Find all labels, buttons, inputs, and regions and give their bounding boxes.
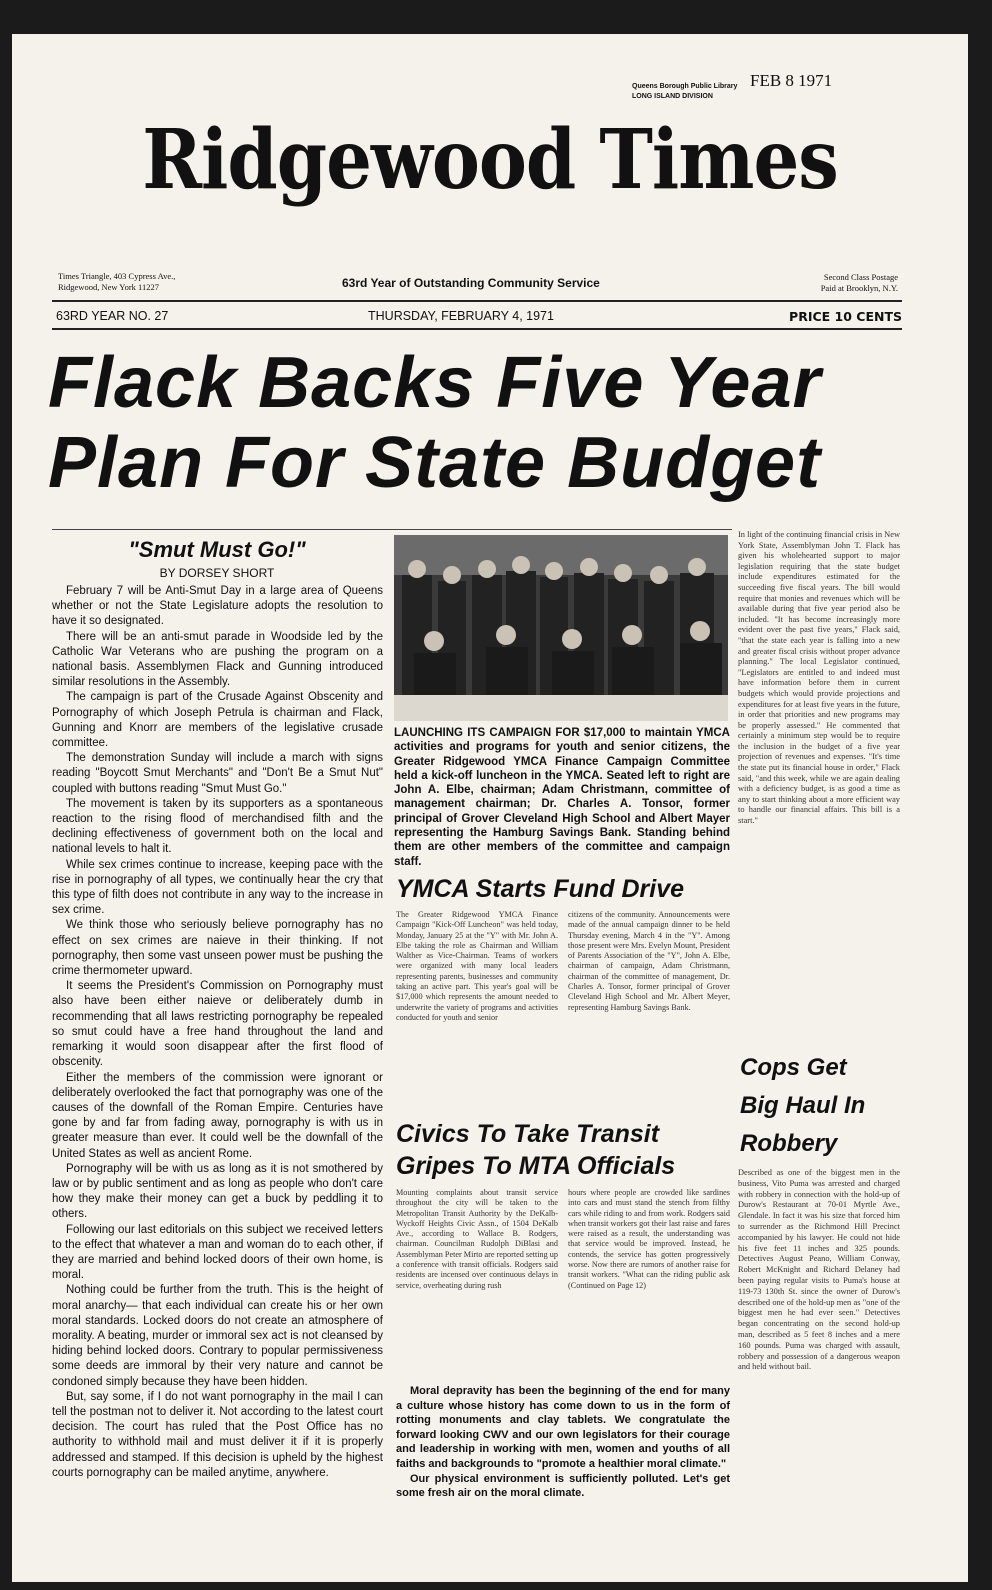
smut-paragraph: Either the members of the commission were ignorant or deliberately overlooked the fact that pornography was one of the causes of the downfall of the Roman Empire. Centuries have gone by and far from fading away, pornography is with us in greater measure than ever. It could well be the downfall of the United States as well as ancient Rome. xyxy=(52,1071,383,1160)
story-rule xyxy=(52,529,732,530)
civics-body-col2: hours where people are crowded like sardines into cars and must stand the stench from filthy cars while riding to and from work. Rodgers said when transit workers got their last raise and fares were raised as a result, the understanding was that service would be improved. Instead, he contends, the service has gotten progressively worse. Now there are rumors of another raise for transit workers. "What can the riding public ask (Continued on Page 12) xyxy=(568,1188,730,1290)
moral-editorial: Moral depravity has been the beginning of the end for many a culture whose history has come down to us in the form of rotting monuments and clay tablets. We congratulate the forward looking CWV and our own legislators for their courage and leadership in working with men, women and youths of all faiths and backgrounds to "promote a healthier moral climate." Our physical environment is sufficiently polluted. Let's get some fresh air on the moral climate. xyxy=(396,1385,730,1500)
smut-paragraph: It seems the President's Commission on Pornography must also have been either naieve or deliberately dumb in recommending that all laws restricting pornography be repealed so smut could have a free hand throughout the land and remarking it would soon disappear after the first flood of obscenity. xyxy=(52,980,383,1069)
ymca-title: YMCA Starts Fund Drive xyxy=(396,875,685,903)
smut-paragraph: The movement is taken by its supporters as a spontaneous reaction to the rising flood of merchandised filth and the declining effectiveness of government both on the local and national levels to halt it. xyxy=(52,797,383,856)
rule-bottom xyxy=(52,328,902,330)
tagline: 63rd Year of Outstanding Community Service xyxy=(342,276,600,290)
smut-article-body xyxy=(52,584,383,1481)
civics-body-col1: Mounting complaints about transit service throughout the city will be taken to the Metropolitan Transit Authority by the DeKalb-Wyckoff Heights Civic Assn., of 1504 DeKalb Ave., according to Wallace B. Rodgers, chairman. Councilman Rudolph DiBlasi and Assemblyman Peter Mirto are reported setting up a conference with transit officials. Rodgers said residents are incensed over continuous delays in service, overheating during rush xyxy=(396,1188,558,1290)
publisher-address: Times Triangle, 403 Cypress Ave., Ridgewood, New York 11227 xyxy=(58,271,176,292)
ymca-body-col1: The Greater Ridgewood YMCA Finance Campaign "Kick-Off Luncheon" was held today, Monday, January 25 at the "Y" with Mr. John A. Elbe taking the role as Chairman and William Walther as Vice-Chairman. Teams of workers were organized with many local leaders representing parents, businesses and community taking an active part. This year's goal will be $17,000 which represents the amount needed to underwrite the variety of programs and activities conducted for youth and senior xyxy=(396,910,558,1022)
newspaper-page xyxy=(12,34,968,1582)
ymca-committee-photo xyxy=(394,535,728,721)
smut-paragraph: February 7 will be Anti-Smut Day in a large area of Queens whether or not the State Legislature adopts the resolution to have it so designated. xyxy=(52,585,383,628)
budget-article-body: In light of the continuing financial crisis in New York State, Assemblyman John T. Flack has given his wholehearted support to major legislation requiring that the state budget include expenditures estimated for the succeeding five fiscal years. The bill would require that monies and revenues which will be available during that five year period also be included. "It has become increasingly more evident over the past five years," Flack said, "that the state each year is falling into a new and greater fiscal crisis without proper advance planning." The local Legislator continued, "Legislators are entitled to and indeed must have information before them in current budgets which would provide projections and expenditures for at least five years in the future, in order that priorities and new programs may be properly assessed." He commented that certainly a minimum step would be to require the inclusion in the budget of a five year projection of revenues and expenses. "It's time the state put its financial house in order," Flack said, "and this week, while we are again dealing with a deficiency budget, is as good a time as any to start thinking about a more efficient way to handle our financial affairs. This bill is a start." xyxy=(738,530,900,826)
smut-paragraph: Pornography will be with us as long as it is not smothered by law or by public sentiment and as long as people who don't care how they make their money can get a buck by peddling it to others. xyxy=(52,1162,383,1221)
smut-paragraph: The demonstration Sunday will include a march with signs reading "Boycott Smut Merchants" and "Don't Be a Smut Nut" coupled with buttons reading "Smut Must Go." xyxy=(52,752,383,795)
smut-paragraph: But, say some, if I do not want pornography in the mail I can tell the postman not to deliver it. Not according to the latest court decision. The court has ruled that the Post Office has no authority to withhold mail and must deliver it if it is properly addressed and stamped. If this decision is upheld by the highest courts pornography can be mailed anytime, anywhere. xyxy=(52,1390,383,1479)
smut-paragraph: While sex crimes continue to increase, keeping pace with the rise in pornography of all types, we continually hear the cry that this type of filth does not contribute in any way to the increase in sex crime. xyxy=(52,858,383,917)
issue-date: THURSDAY, FEBRUARY 4, 1971 xyxy=(368,309,554,323)
group-photo-illustration xyxy=(394,535,728,721)
civics-title: Civics To Take Transit Gripes To MTA Officials xyxy=(396,1120,676,1180)
smut-paragraph: Nothing could be further from the truth. This is the height of moral anarchy— that each individual can create his or her own moral standards. Locked doors do not create an atmosphere of morality. A beating, murder or immoral sex act is not cleansed by hiding behind locked doors. Contrary to popular permissiveness some deeds are immoral by their very nature and cannot be condoned simply because they have been hidden. xyxy=(52,1284,383,1388)
smut-paragraph: Following our last editorials on this subject we received letters to the effect that whatever a man and woman do to each other, if they are married and behind locked doors of their own home, is moral. xyxy=(52,1223,383,1282)
smut-title: "Smut Must Go!" xyxy=(128,537,306,562)
smut-paragraph: We think those who seriously believe pornography has no effect on sex crimes are naieve in their thinking. If not pornography, then some vast unseen power must be pushing the crime thermometer upward. xyxy=(52,919,383,978)
smut-paragraph: The campaign is part of the Crusade Against Obscenity and Pornography of which Joseph Petrula is chairman and Flack, Gunning and Knorr are members of the legislative crusade committee. xyxy=(52,691,383,750)
ymca-body-col2: citizens of the community. Announcements were made of the annual campaign dinner to be held Thursday evening, March 4 in the "Y". Among those present were Mrs. Evelyn Mount, President of Parents Association of the "Y", John A. Elbe, chairman of campaign, Adam Christmann, chairman of the committee of management, Dr. Charles A. Tonsor, former principal of Grover Cleveland High School and Mr. Albert Meyer, representing Hamburg Savings Bank. xyxy=(568,910,730,1012)
price: PRICE 10 CENTS xyxy=(789,309,902,324)
masthead-title: Ridgewood Times xyxy=(142,109,838,208)
rule-top xyxy=(52,300,902,302)
cops-title: Cops Get Big Haul In Robbery xyxy=(740,1054,866,1157)
postage-notice: Second Class Postage Paid at Brooklyn, N.Y. xyxy=(820,272,898,293)
library-stamp: Queens Borough Public Library LONG ISLAND DIVISION FEB 8 1971 xyxy=(632,71,833,100)
stamp-date: FEB 8 1971 xyxy=(750,71,833,90)
volume-number: 63RD YEAR NO. 27 xyxy=(56,309,169,323)
smut-byline: BY DORSEY SHORT xyxy=(159,566,275,580)
photo-caption: LAUNCHING ITS CAMPAIGN FOR $17,000 to maintain YMCA activities and programs for youth and senior citizens, the Greater Ridgewood YMCA Finance Campaign Committee held a kick-off luncheon in the YMCA. Seated left to right are John A. Elbe, chairman; Adam Christmann, committee of management chairman; Dr. Charles A. Tonsor, former principal of Grover Cleveland High School and Albert Mayer representing the Hamburg Savings Bank. Standing behind them are other members of the committee and campaign staff. xyxy=(394,727,730,868)
cops-article-body: Described as one of the biggest men in the business, Vito Puma was arrested and charged with robbery in connection with the hold-up of Durow's Restaurant at 70-01 Myrtle Ave., Glendale. In fact it was his size that forced him to surrender as the Richmond Hill Precinct accompanied by his lawyer. He could not hide his five feet 11 inches and 325 pounds. Detectives August Peano, William Conway, Robert McKnight and Richard Delaney had been paying regular visits to Puma's house at 119-73 130th St. since the owner of Durow's described one of the hold-up men as "one of the biggest men he had ever seen." Detectives began concentrating on the second hold-up man, described as 5 feet 8 inches and a mere 160 pounds. Puma was charged with assault, robbery and possession of a dangerous weapon and held without bail. xyxy=(738,1168,900,1372)
smut-paragraph: There will be an anti-smut parade in Woodside led by the Catholic War Veterans who are pushing the program on a national basis. Assemblymen Flack and Gunning introduced similar resolutions in the Assembly. xyxy=(52,630,383,689)
main-headline: Flack Backs Five Year Plan For State Budget xyxy=(48,343,822,503)
